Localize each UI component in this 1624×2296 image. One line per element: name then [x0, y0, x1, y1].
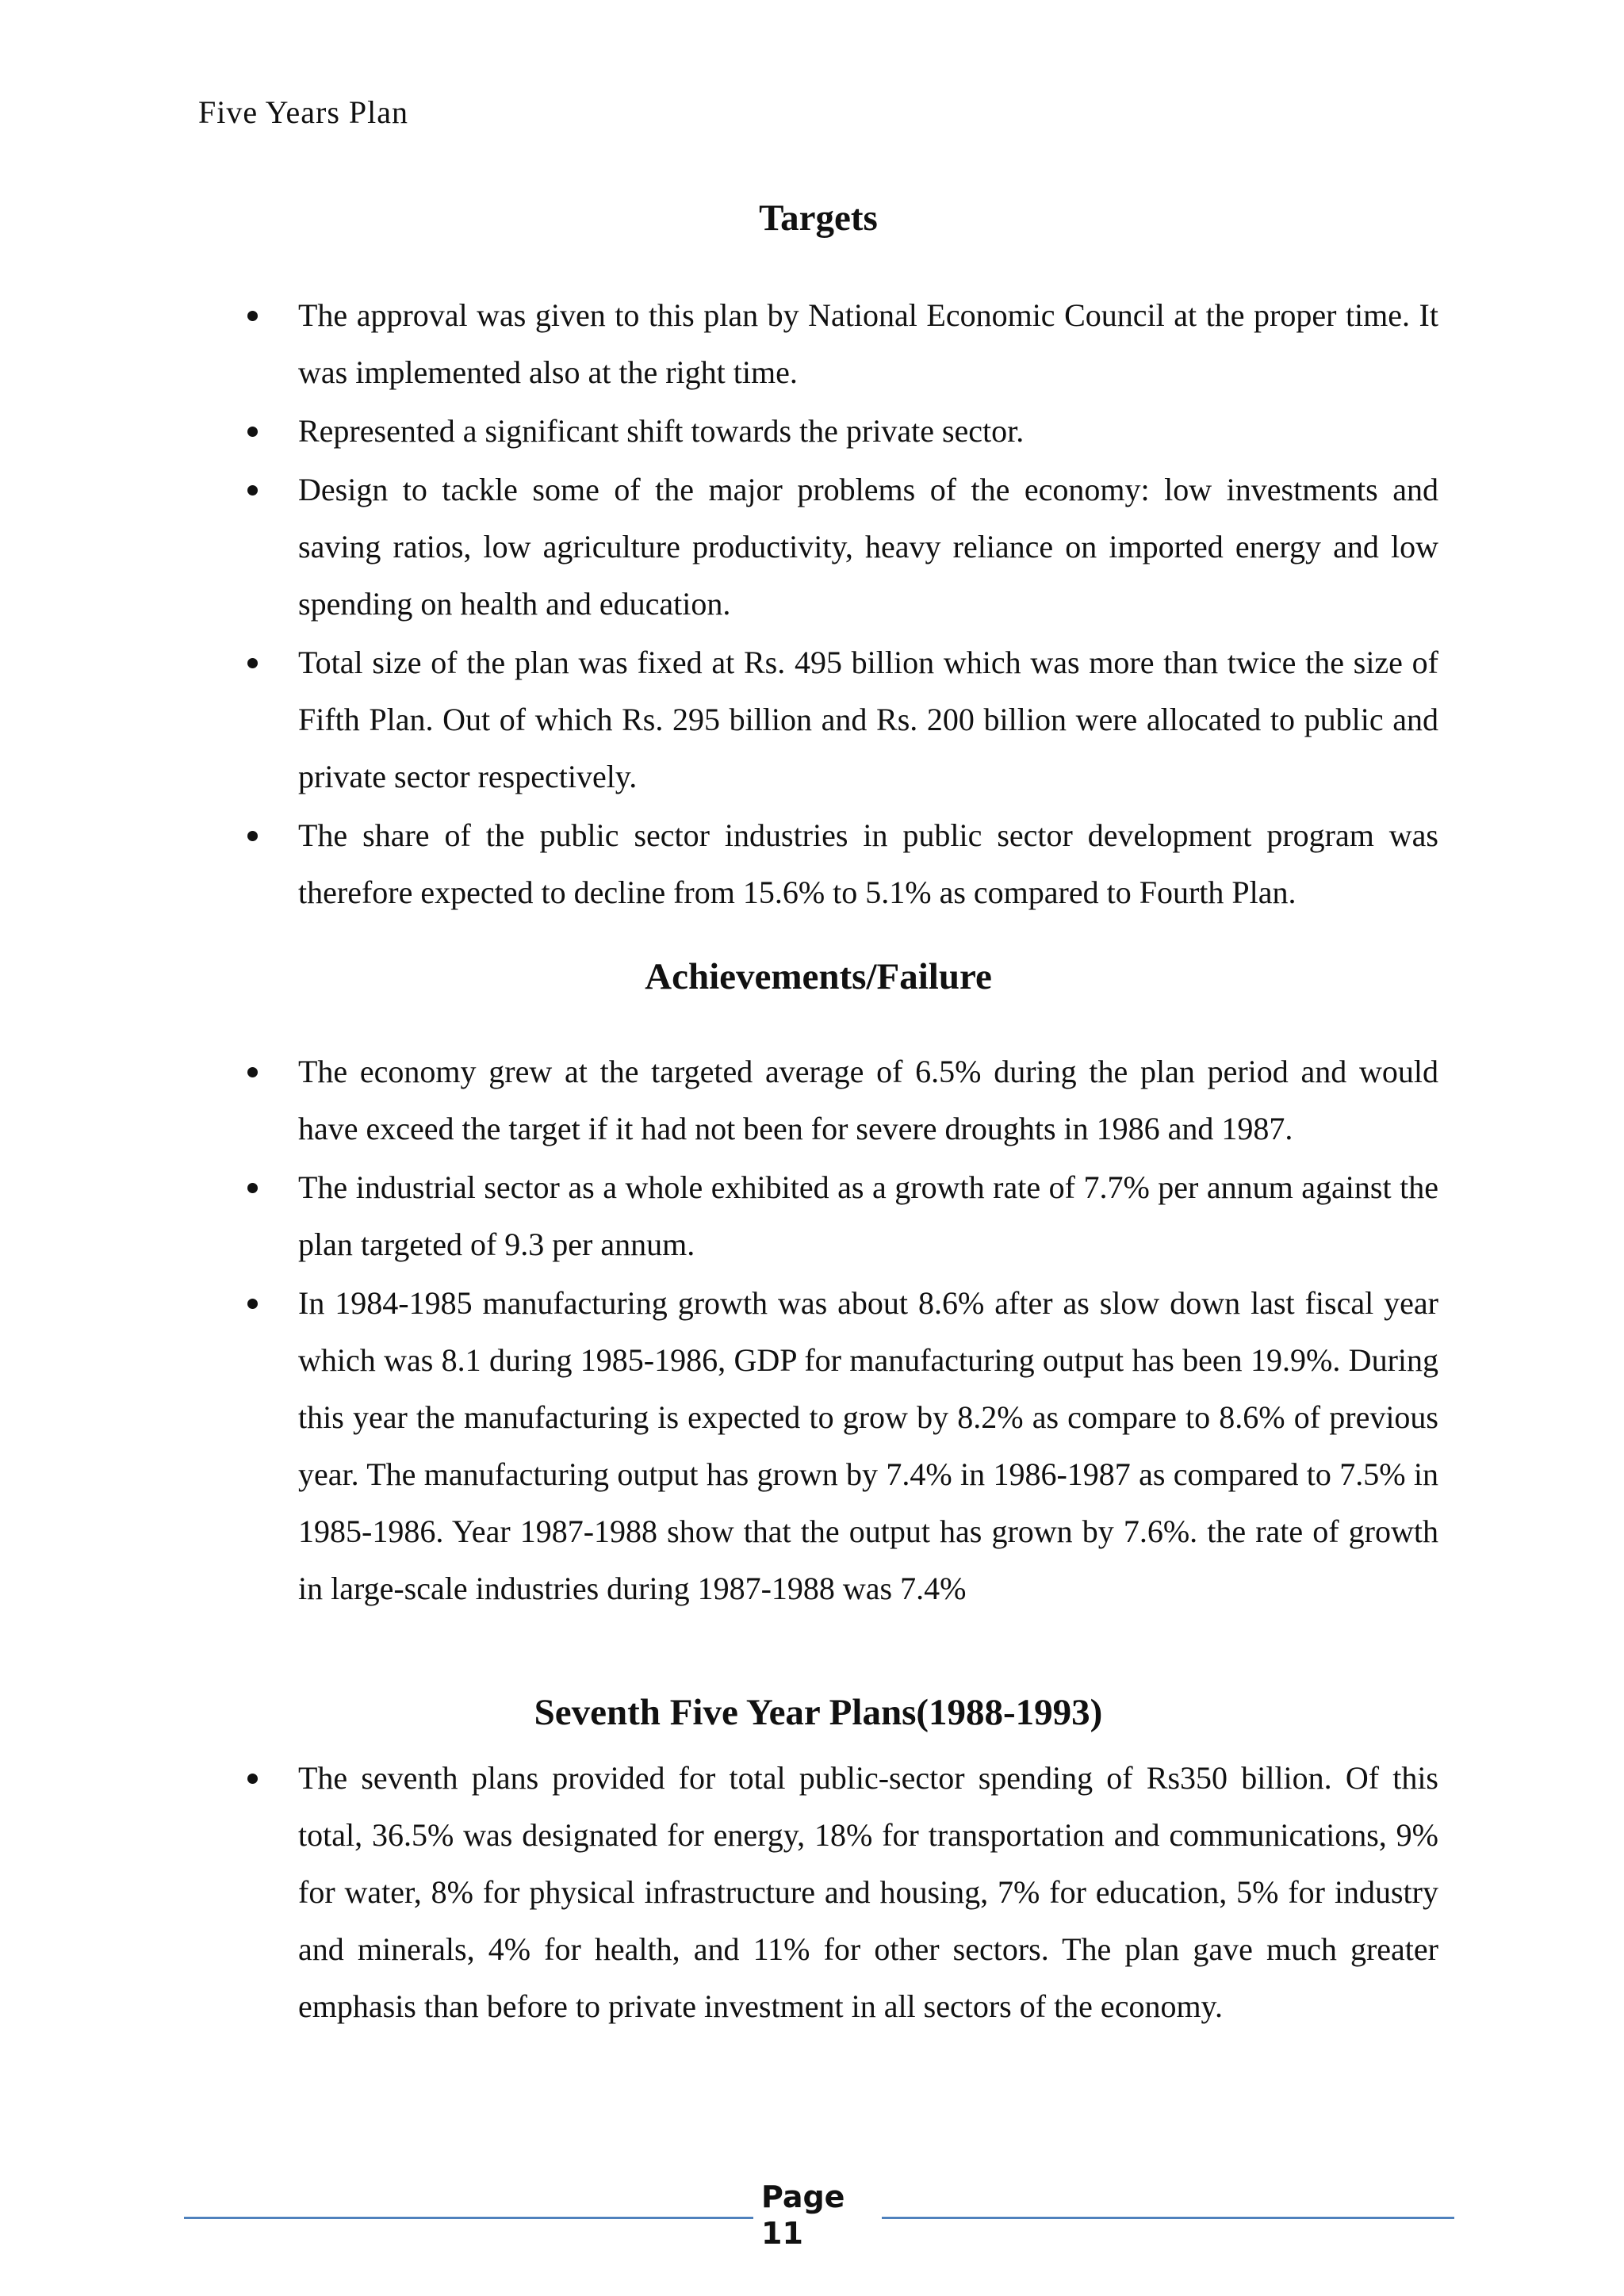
- bullet-icon: [247, 485, 258, 496]
- bullet-icon: [247, 658, 258, 668]
- list-item: [198, 1750, 1438, 2035]
- list-item-text: The approval was given to this plan by National Economic Council at the proper time. It was implemented also at the right time.: [298, 297, 1438, 390]
- section-heading-seventh-plan: Seventh Five Year Plans(1988-1993): [534, 1692, 1103, 1733]
- bullet-icon: [247, 311, 258, 321]
- targets-list: [198, 287, 1438, 923]
- list-item: [198, 461, 1438, 633]
- section-heading-targets: Targets: [759, 197, 878, 239]
- page-footer: [0, 2179, 1624, 2258]
- list-item-text: In 1984-1985 manufacturing growth was about 8.6% after as slow down last fiscal year which was 8.1 during 1985-1986, GDP for manufacturing output has been 19.9%. During this year the manufacturing is expected to grow by 8.2% as compare to 8.6% of previous year. The manufacturing output has grown by 7.4% in 1986-1987 as compared to 7.5% in 1985-1986. Year 1987-1988 show that the output has grown by 7.6%. the rate of growth in large-scale industries during 1987-1988 was 7.4%: [298, 1285, 1438, 1606]
- list-item-text: The seventh plans provided for total public-sector spending of Rs350 billion. Of this total, 36.5% was designated for energy, 18% for transportation and communications, 9% for water, 8% for physical infrastructure and housing, 7% for education, 5% for industry and minerals, 4% for health, and 11% for other sectors. The plan gave much greater emphasis than before to private investment in all sectors of the economy.: [298, 1760, 1438, 2024]
- list-item-text: Represented a significant shift towards the private sector.: [298, 413, 1025, 449]
- list-item-text: Total size of the plan was fixed at Rs. 495 billion which was more than twice the size of Fifth Plan. Out of which Rs. 295 billion and Rs. 200 billion were allocated to public and private sector respectively.: [298, 645, 1438, 794]
- list-item: [198, 1043, 1438, 1158]
- seventh-plan-list: [198, 1750, 1438, 2037]
- page-number-label: [761, 2179, 872, 2252]
- list-item: [198, 1275, 1438, 1617]
- footer-rule-right: [882, 2217, 1454, 2219]
- list-item: [198, 287, 1438, 401]
- list-item: [198, 807, 1438, 921]
- list-item: [198, 634, 1438, 806]
- bullet-icon: [247, 1183, 258, 1193]
- bullet-icon: [247, 1299, 258, 1309]
- bullet-icon: [247, 427, 258, 437]
- page-number: 11: [761, 2216, 803, 2251]
- bullet-icon: [247, 831, 258, 841]
- footer-rule-left: [184, 2217, 753, 2219]
- bullet-icon: [247, 1067, 258, 1077]
- bullet-icon: [247, 1774, 258, 1784]
- list-item-text: The industrial sector as a whole exhibited as a growth rate of 7.7% per annum against the plan targeted of 9.3 per annum.: [298, 1169, 1438, 1262]
- list-item-text: The economy grew at the targeted average of 6.5% during the plan period and would have exceed the target if it had not been for severe droughts in 1986 and 1987.: [298, 1054, 1438, 1146]
- list-item: [198, 403, 1438, 460]
- achievements-list: [198, 1043, 1438, 1619]
- section-heading-achievements: Achievements/Failure: [645, 956, 992, 997]
- list-item-text: Design to tackle some of the major problems of the economy: low investments and saving ratios, low agriculture productivity, heavy reliance on imported energy and low spending on health and education.: [298, 472, 1438, 622]
- list-item-text: The share of the public sector industries in public sector development program was therefore expected to decline from 15.6% to 5.1% as compared to Fourth Plan.: [298, 817, 1438, 910]
- page-word: Page: [761, 2179, 845, 2214]
- running-header: Five Years Plan: [198, 94, 409, 130]
- list-item: [198, 1159, 1438, 1273]
